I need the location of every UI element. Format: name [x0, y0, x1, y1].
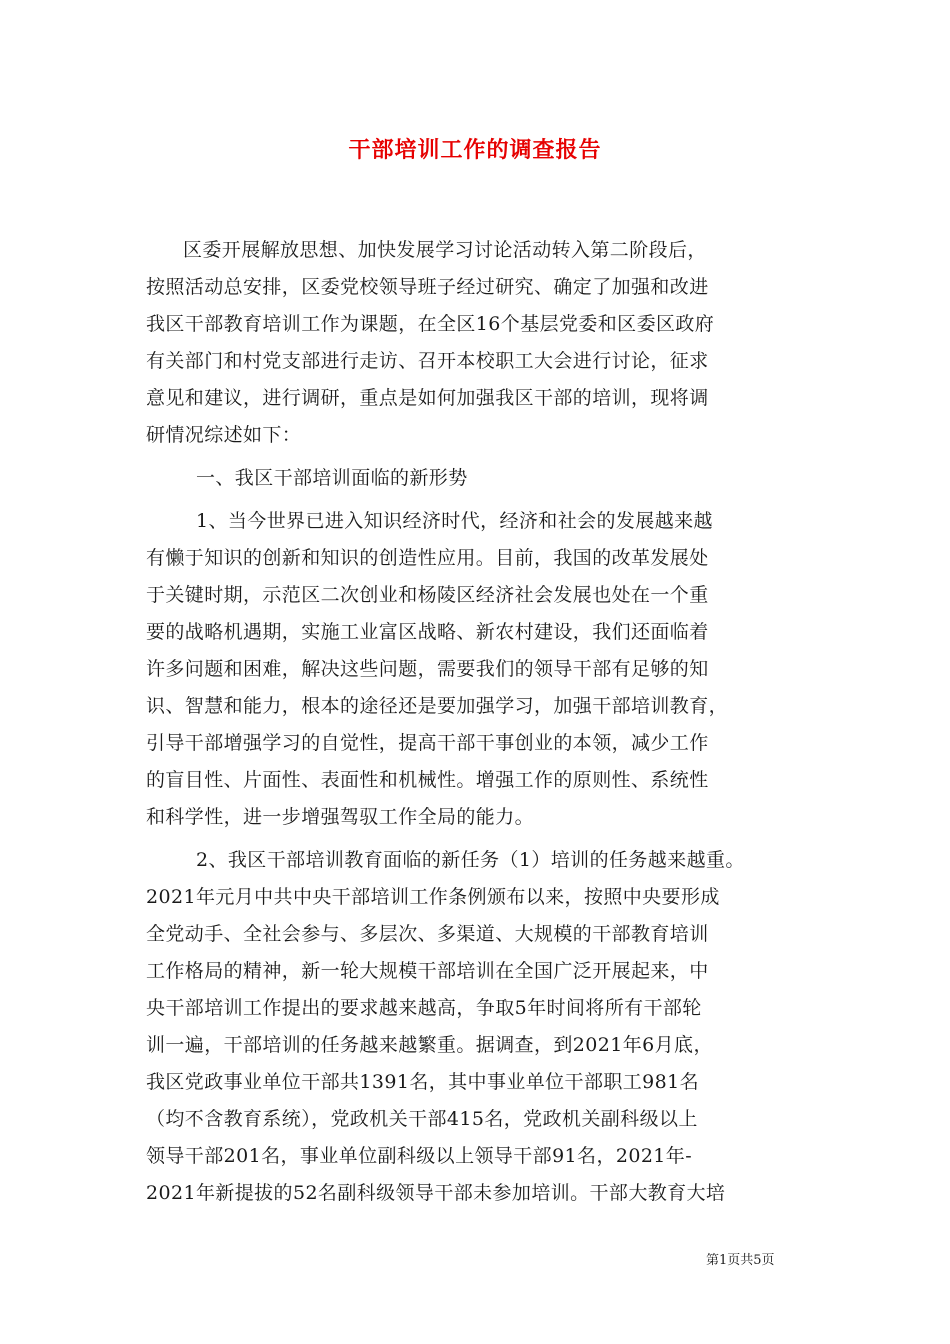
paragraph-line: 引导干部增强学习的自觉性，提高干部干事创业的本领，减少工作 [146, 732, 709, 754]
paragraph-line: 全党动手、全社会参与、多层次、多渠道、大规模的干部教育培训 [146, 923, 709, 945]
paragraph-line: 于关键时期，示范区二次创业和杨陵区经济社会发展也处在一个重 [146, 584, 709, 606]
paragraph-line: 有关部门和村党支部进行走访、召开本校职工大会进行讨论，征求 [146, 350, 709, 372]
paragraph-line: （均不含教育系统），党政机关干部415名，党政机关副科级以上 [146, 1108, 698, 1130]
paragraph-line: 按照活动总安排，区委党校领导班子经过研究、确定了加强和改进 [146, 276, 709, 298]
paragraph-line: 的盲目性、片面性、表面性和机械性。增强工作的原则性、系统性 [146, 769, 709, 791]
paragraph-line: 区委开展解放思想、加快发展学习讨论活动转入第二阶段后， [183, 239, 707, 261]
paragraph-line: 和科学性，进一步增强驾驭工作全局的能力。 [146, 806, 535, 828]
paragraph-line: 意见和建议，进行调研，重点是如何加强我区干部的培训，现将调 [146, 387, 709, 409]
paragraph-line: 1、当今世界已进入知识经济时代，经济和社会的发展越来越 [196, 510, 713, 532]
paragraph-line: 识、智慧和能力，根本的途径还是要加强学习，加强干部培训教育， [146, 695, 729, 717]
document-title: 干部培训工作的调查报告 [348, 137, 602, 163]
paragraph-line: 领导干部201名，事业单位副科级以上领导干部91名，2021年- [146, 1145, 693, 1167]
paragraph-line: 许多问题和困难，解决这些问题，需要我们的领导干部有足够的知 [146, 658, 709, 680]
paragraph-line: 央干部培训工作提出的要求越来越高，争取5年时间将所有干部轮 [146, 997, 702, 1019]
paragraph-line: 训一遍，干部培训的任务越来越繁重。据调查，到2021年6月底， [146, 1034, 713, 1056]
page-number: 第1页共5页 [706, 1253, 775, 1268]
paragraph-line: 有懒于知识的创新和知识的创造性应用。目前，我国的改革发展处 [146, 547, 709, 569]
paragraph-line: 工作格局的精神，新一轮大规模干部培训在全国广泛开展起来，中 [146, 960, 709, 982]
paragraph-line: 我区党政事业单位干部共1391名，其中事业单位干部职工981名 [146, 1071, 700, 1093]
paragraph-line: 2、我区干部培训教育面临的新任务（1）培训的任务越来越重。 [196, 849, 745, 871]
section-heading: 一、我区干部培训面临的新形势 [196, 467, 468, 489]
paragraph-line: 2021年元月中共中央干部培训工作条例颁布以来，按照中央要形成 [146, 886, 720, 908]
paragraph-line: 2021年新提拔的52名副科级领导干部未参加培训。干部大教育大培 [146, 1182, 726, 1204]
paragraph-line: 研情况综述如下： [146, 424, 302, 446]
paragraph-line: 要的战略机遇期，实施工业富区战略、新农村建设，我们还面临着 [146, 621, 709, 643]
paragraph-line: 我区干部教育培训工作为课题，在全区16个基层党委和区委区政府 [146, 313, 715, 335]
